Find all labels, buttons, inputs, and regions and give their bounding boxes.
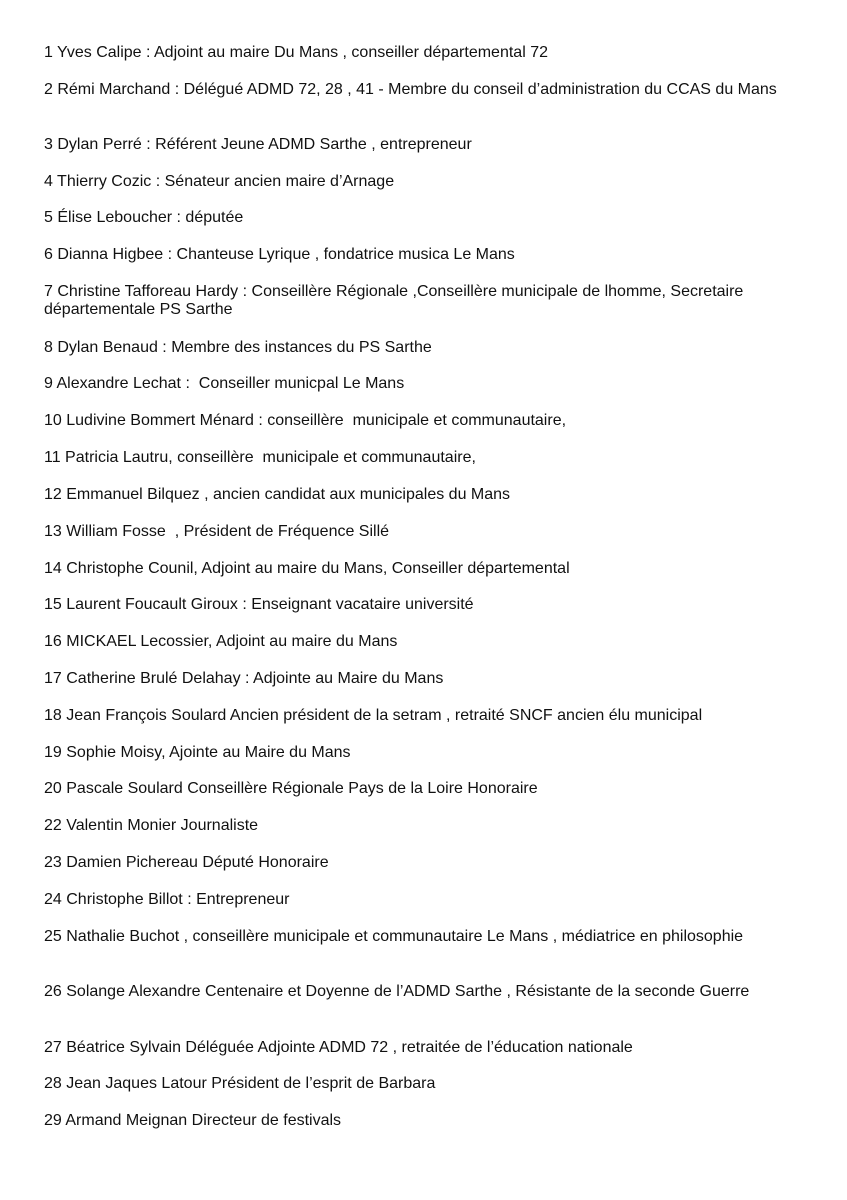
list-item: 22 Valentin Monier Journaliste <box>44 817 259 834</box>
list-item: 16 MICKAEL Lecossier, Adjoint au maire du Mans <box>44 633 398 650</box>
list-item: 25 Nathalie Buchot , conseillère municipale et communautaire Le Mans , médiatrice en philosophie <box>44 928 744 945</box>
list-item: 10 Ludivine Bommert Ménard : conseillère municipale et communautaire, <box>44 412 567 429</box>
list-item: 12 Emmanuel Bilquez , ancien candidat aux municipales du Mans <box>44 486 511 503</box>
list-item: 3 Dylan Perré : Référent Jeune ADMD Sarthe , entrepreneur <box>44 136 472 153</box>
list-item: 28 Jean Jaques Latour Président de l’esprit de Barbara <box>44 1075 436 1092</box>
list-item: 11 Patricia Lautru, conseillère municipale et communautaire, <box>44 449 476 466</box>
list-item: 9 Alexandre Lechat : Conseiller municpal Le Mans <box>44 375 405 392</box>
list-item: 24 Christophe Billot : Entrepreneur <box>44 891 290 908</box>
list-item: 27 Béatrice Sylvain Déléguée Adjointe ADMD 72 , retraitée de l’éducation nationale <box>44 1039 633 1056</box>
list-item: 14 Christophe Counil, Adjoint au maire du Mans, Conseiller départemental <box>44 560 570 577</box>
list-item: 19 Sophie Moisy, Ajointe au Maire du Mans <box>44 744 351 761</box>
list-item: 1 Yves Calipe : Adjoint au maire Du Mans , conseiller départemental 72 <box>44 44 548 61</box>
list-item: 7 Christine Tafforeau Hardy : Conseillère Régionale ,Conseillère municipale de lhomme, Secretaire départementale PS Sarthe <box>44 283 748 318</box>
list-item: 17 Catherine Brulé Delahay : Adjointe au Maire du Mans <box>44 670 444 687</box>
list-item: 13 William Fosse , Président de Fréquence Sillé <box>44 523 390 540</box>
list-item: 23 Damien Pichereau Député Honoraire <box>44 854 329 871</box>
list-item: 29 Armand Meignan Directeur de festivals <box>44 1112 342 1129</box>
list-item: 8 Dylan Benaud : Membre des instances du PS Sarthe <box>44 339 432 356</box>
list-item: 18 Jean François Soulard Ancien président de la setram , retraité SNCF ancien élu municipal <box>44 707 703 724</box>
list-item: 26 Solange Alexandre Centenaire et Doyenne de l’ADMD Sarthe , Résistante de la seconde Guerre <box>44 983 750 1000</box>
list-item: 15 Laurent Foucault Giroux : Enseignant vacataire université <box>44 596 474 613</box>
list-item: 2 Rémi Marchand : Délégué ADMD 72, 28 , 41 - Membre du conseil d’administration du CCAS du Mans <box>44 81 777 98</box>
list-item: 20 Pascale Soulard Conseillère Régionale Pays de la Loire Honoraire <box>44 780 538 797</box>
list-item: 4 Thierry Cozic : Sénateur ancien maire d’Arnage <box>44 173 395 190</box>
list-item: 5 Élise Leboucher : députée <box>44 209 244 226</box>
list-item: 6 Dianna Higbee : Chanteuse Lyrique , fondatrice musica Le Mans <box>44 246 515 263</box>
